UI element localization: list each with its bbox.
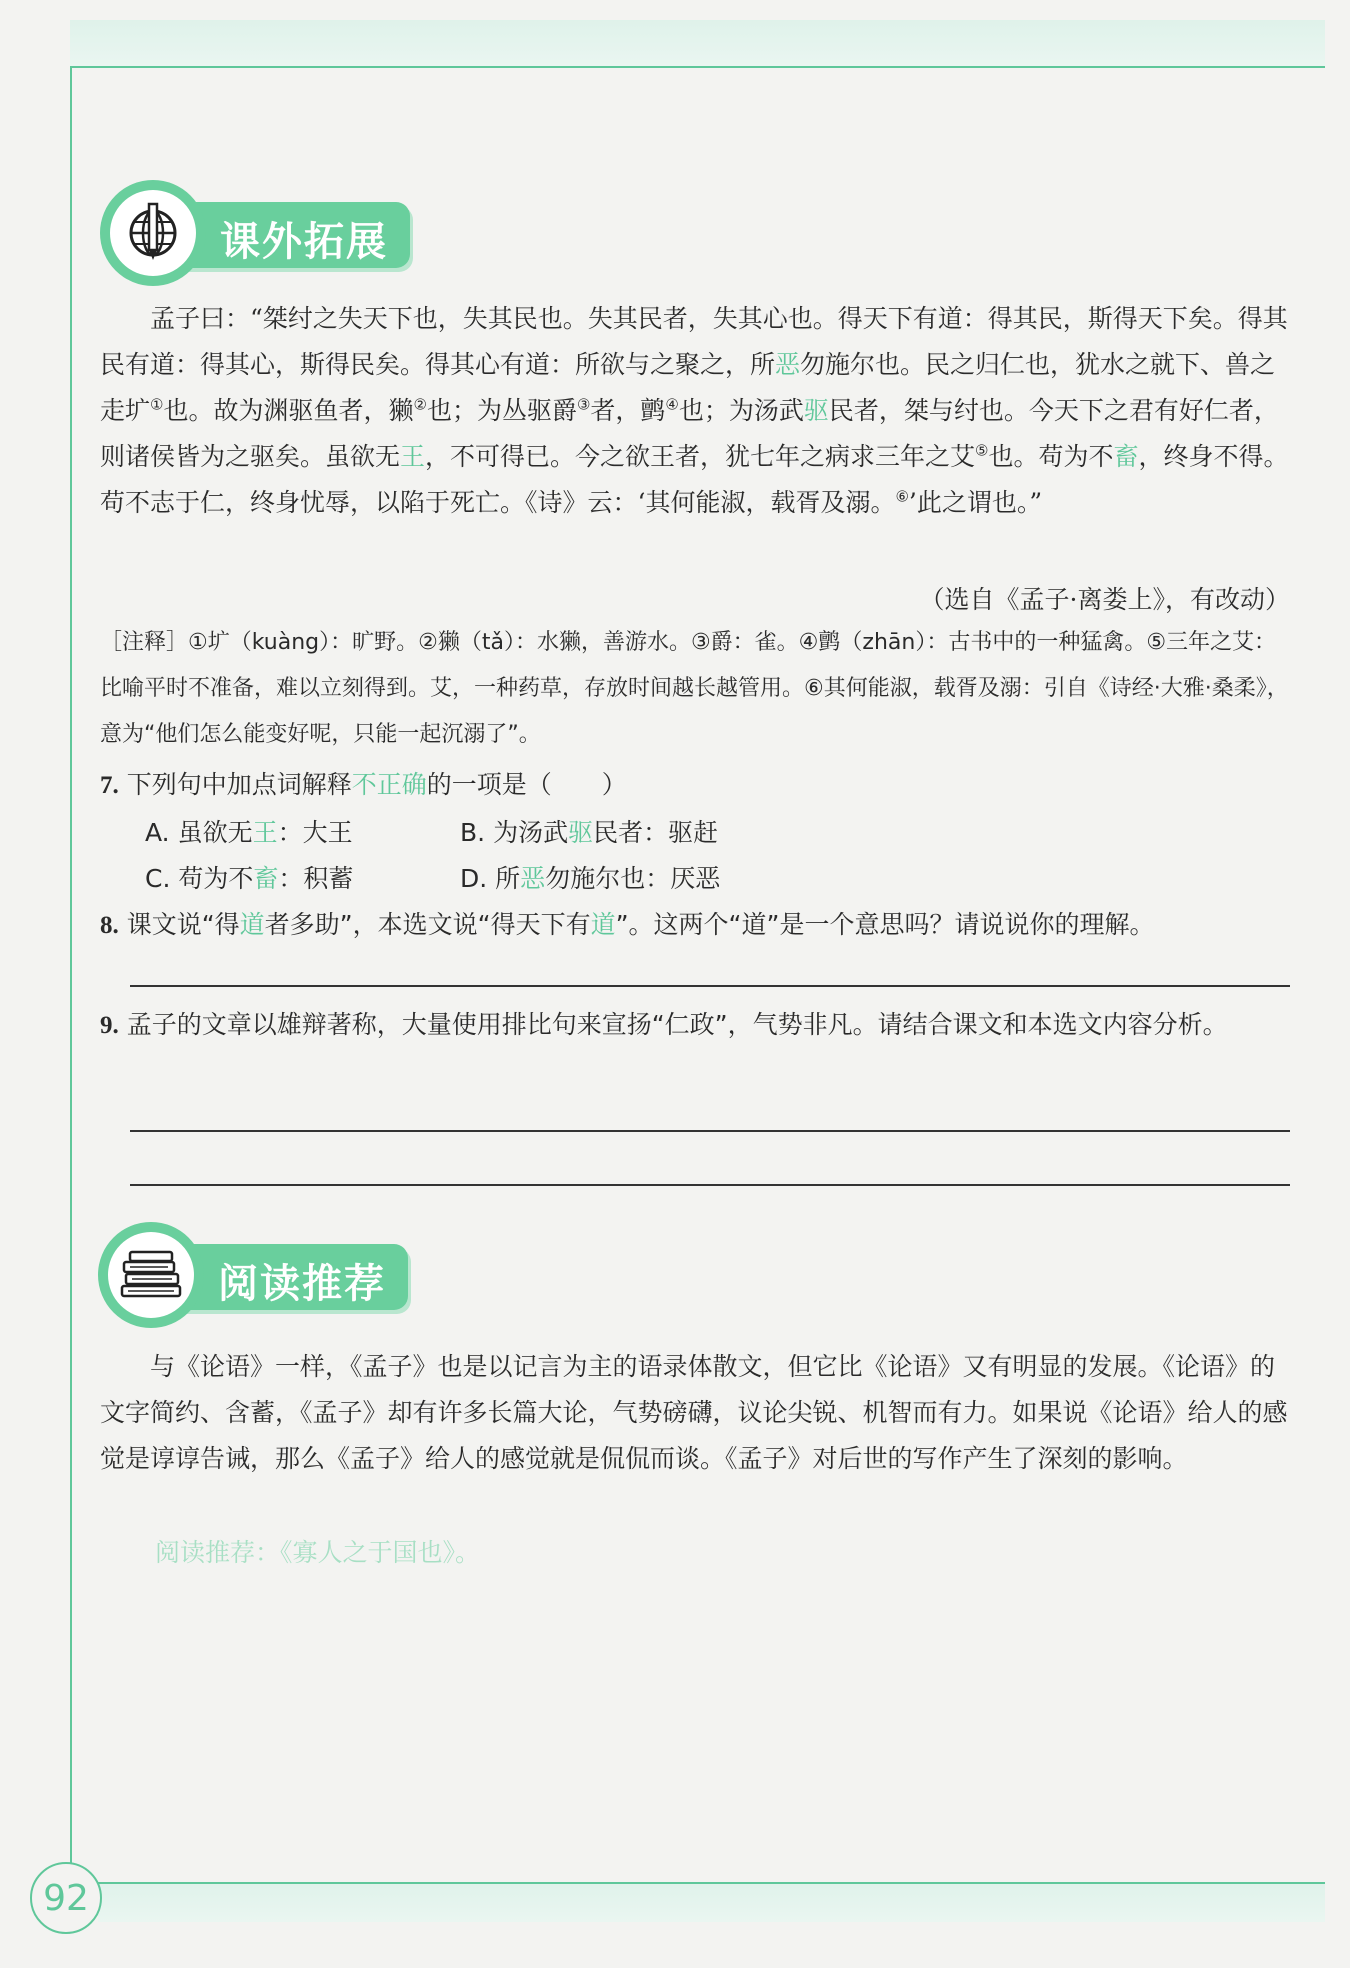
answer-line-q9-2[interactable] [130, 1184, 1290, 1186]
frame-left-line [70, 66, 72, 1876]
top-decor-band [70, 20, 1325, 66]
annotations: ［注释］①圹（kuàng）：旷野。②獭（tǎ）：水獭，善游水。③爵：雀。④鹯（zhān）：古书中的一种猛禽。⑤三年之艾：比喻平时不准备，难以立刻得到。艾，一种药草，存放时间越长越管用。⑥其何能淑，载胥及溺：引自《诗经·大雅·桑柔》，意为“他们怎么能变好呢，只能一起沉溺了”。 [100, 630, 1289, 747]
answer-line-q9-1[interactable] [130, 1130, 1290, 1132]
question-9: 9. 孟子的文章以雄辩著称，大量使用排比句来宣扬“仁政”，气势非凡。请结合课文和本选文内容分析。 [100, 1010, 1228, 1039]
books-stack-icon [118, 1250, 184, 1300]
bottom-decor-band [98, 1882, 1325, 1922]
section-badge [98, 1222, 204, 1328]
globe-pen-icon [122, 202, 184, 264]
option-c: C. 苟为不畜：积蓄 [145, 864, 354, 893]
answer-line-q8[interactable] [130, 985, 1290, 987]
section-badge [100, 180, 206, 286]
section-tab [170, 202, 410, 268]
page-number: 92 [30, 1862, 102, 1934]
option-a: A. 虽欲无王：大王 [145, 818, 353, 847]
passage-source: （选自《孟子·离娄上》，有改动） [919, 585, 1290, 614]
option-b: B. 为汤武驱民者：驱赶 [460, 818, 719, 847]
option-d: D. 所恶勿施尔也：厌恶 [460, 864, 721, 893]
section-tab [168, 1244, 408, 1310]
section-header-reading [98, 1222, 418, 1332]
section-title: 课外拓展 [220, 219, 388, 265]
section-header-extension [100, 180, 420, 290]
reading-recommendation-text: 与《论语》一样，《孟子》也是以记言为主的语录体散文，但它比《论语》又有明显的发展。《论语》的文字简约、含蓄，《孟子》却有许多长篇大论，气势磅礴，议论尖锐、机智而有力。如果说《论语》给人的感觉是谆谆告诫，那么《孟子》给人的感觉就是侃侃而谈。《孟子》对后世的写作产生了深刻的影响。 [100, 1352, 1288, 1473]
frame-top-line [70, 66, 1325, 68]
question-7: 7. 下列句中加点词解释不正确的一项是（ ） [100, 770, 627, 799]
recommended-reading: 阅读推荐：《寡人之于国也》。 [155, 1538, 481, 1567]
section-title: 阅读推荐 [218, 1261, 386, 1307]
classical-passage: 孟子曰：“桀纣之失天下也，失其民也。失其民者，失其心也。得天下有道：得其民，斯得天下矣。得其民有道：得其心，斯得民矣。得其心有道：所欲与之聚之，所恶勿施尔也。民之归仁也，犹水之就下、兽之走圹①也。故为渊驱鱼者，獭②也；为丛驱爵③者，鹯④也；为汤武驱民者，桀与纣也。今天下之君有好仁者，则诸侯皆为之驱矣。虽欲无王，不可得已。今之欲王者，犹七年之病求三年之艾⑤也。苟为不畜，终身不得。苟不志于仁，终身忧辱，以陷于死亡。《诗》云：‘其何能淑，载胥及溺。⑥’此之谓也。” [100, 304, 1289, 517]
bottom-line [98, 1882, 1325, 1884]
question-8: 8. 课文说“得道者多助”，本选文说“得天下有道”。这两个“道”是一个意思吗？请说说你的理解。 [100, 910, 1155, 939]
